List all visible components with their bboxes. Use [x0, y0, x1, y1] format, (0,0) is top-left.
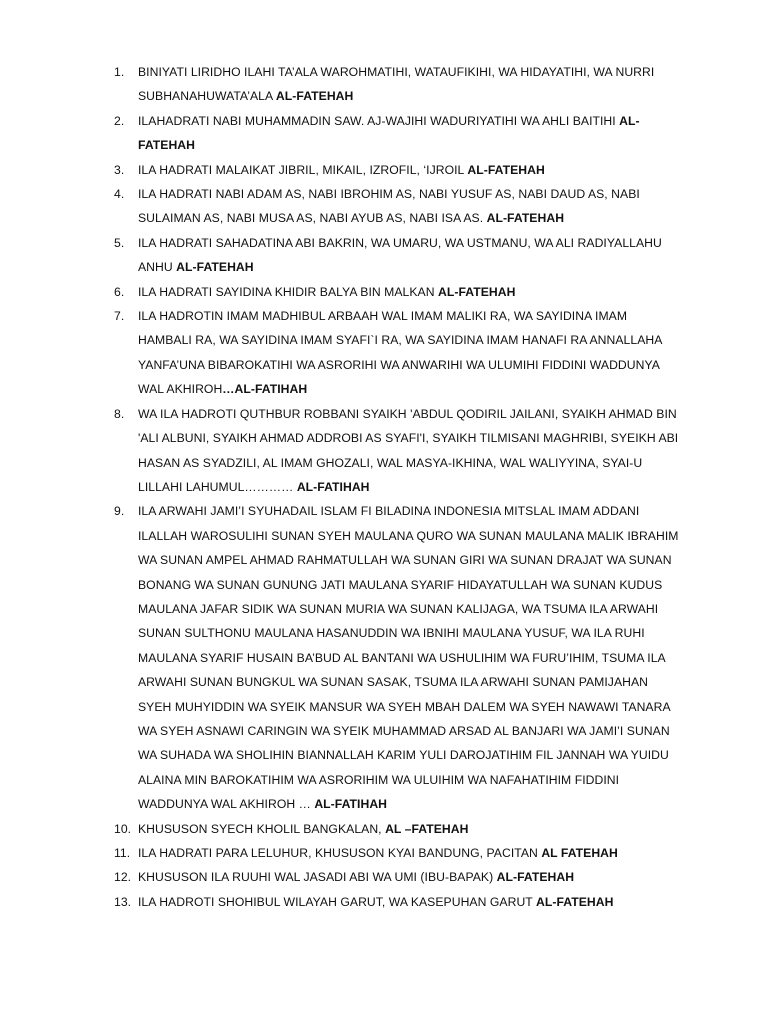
list-item [104, 402, 684, 500]
item-text: KHUSUSON ILA RUUHI WAL JASADI ABI WA UMI (IBU-BAPAK) [138, 870, 494, 885]
item-closing: AL-FATEHAH [467, 162, 545, 177]
list-item [104, 158, 684, 182]
list-item [104, 499, 684, 816]
item-number: 13. [114, 894, 132, 909]
item-closing: AL-FATEHAH [275, 89, 354, 104]
item-text: ILA HADRATI SAHADATINA ABI BAKRIN, WA UMARU, WA USTMANU, WA ALI RADIYALLAHU ANHU [138, 235, 662, 275]
item-text: ILA HADROTI SHOHIBUL WILAYAH GARUT, WA KASEPUHAN GARUT [138, 894, 533, 909]
item-closing: AL-FATEHAH [176, 260, 254, 275]
list-item [104, 890, 684, 914]
item-number: 8. [114, 406, 125, 421]
item-text: ILA HADROTIN IMAM MADHIBUL ARBAAH WAL IMAM MALIKI RA, WA SAYIDINA IMAM HAMBALI RA, WA SAYIDINA IMAM SYAFI`I RA, WA SAYIDINA IMAM HANAFI RA ANNALLAHA YANFA’UNA BIBAROKATIHI WA ASRORIHI WA ANWARIHI WA ULUMIHI FIDDINI WADDUNYA WAL AKHIROH [138, 309, 662, 397]
item-text: KHUSUSON SYECH KHOLIL BANGKALAN, [138, 821, 382, 836]
list-item [104, 841, 684, 865]
item-closing: AL FATEHAH [541, 846, 618, 860]
item-number: 6. [114, 284, 125, 299]
list-item [104, 109, 684, 158]
item-closing: AL –FATEHAH [385, 821, 469, 836]
item-number: 10. [114, 821, 132, 836]
item-text: ILA HADRATI PARA LELUHUR, KHUSUSON KYAI BANDUNG, PACITAN [138, 846, 538, 860]
item-closing: …AL-FATIHAH [222, 382, 308, 397]
item-closing: AL-FATEHAH [438, 284, 516, 299]
item-text: ILA HADRATI SAYIDINA KHIDIR BALYA BIN MALKAN [138, 284, 435, 299]
item-number: 3. [114, 162, 125, 177]
item-number: 7. [114, 309, 125, 324]
item-number: 4. [114, 187, 125, 202]
item-closing: AL-FATIHAH [296, 479, 370, 494]
item-text: BINIYATI LIRIDHO ILAHI TA’ALA WAROHMATIHI, WATAUFIKIHI, WA HIDAYATIHI, WA NURRI SUBHANAHUWATA’ALA [138, 65, 655, 104]
item-text: ILA HADRATI NABI ADAM AS, NABI IBROHIM AS, NABI YUSUF AS, NABI DAUD AS, NABI SULAIMAN AS, NABI MUSA AS, NABI AYUB AS, NABI ISA AS. [138, 187, 640, 226]
prayer-list [104, 60, 684, 914]
item-closing: AL-FATEHAH [496, 870, 575, 885]
list-item [104, 231, 684, 280]
item-number: 12. [114, 870, 132, 885]
item-closing: AL-FATEHAH [486, 211, 565, 226]
item-text: ILAHADRATI NABI MUHAMMADIN SAW. AJ-WAJIHI WADURIYATIHI WA AHLI BAITIHI [138, 113, 616, 128]
item-closing: AL-FATEHAH [138, 113, 640, 153]
item-text: ILA HADRATI MALAIKAT JIBRIL, MIKAIL, IZROFIL, ‘IJROIL [138, 162, 464, 177]
list-item [104, 817, 684, 841]
item-number: 9. [114, 504, 125, 519]
item-text: WA ILA HADROTI QUTHBUR ROBBANI SYAIKH 'ABDUL QODIRIL JAILANI, SYAIKH AHMAD BIN 'ALI ALBUNI, SYAIKH AHMAD ADDROBI AS SYAFI'I, SYAIKH TILMISANI MAGHRIBI, SYEIKH ABI HASAN AS SYADZILI, AL IMAM GHOZALI, WAL MASYA-IKHINA, WAL WALIYYINA, SYAI-U LILLAHI LAHUMUL………… [138, 406, 679, 494]
item-number: 11. [114, 846, 131, 860]
list-item [104, 60, 684, 109]
list-item [104, 865, 684, 889]
list-item [104, 182, 684, 231]
list-item [104, 280, 684, 304]
item-number: 1. [114, 65, 125, 79]
item-number: 5. [114, 235, 125, 250]
list-item [104, 304, 684, 402]
item-closing: AL-FATIHAH [314, 797, 388, 812]
item-number: 2. [114, 113, 125, 128]
item-closing: AL-FATEHAH [536, 894, 614, 909]
item-text: ILA ARWAHI JAMI’I SYUHADAIL ISLAM FI BILADINA INDONESIA MITSLAL IMAM ADDANI ILALLAH WAROSULIHI SUNAN SYEH MAULANA QURO WA SUNAN MAULANA MALIK IBRAHIM WA SUNAN AMPEL AHMAD RAHMATULLAH WA SUNAN GIRI WA SUNAN DRAJAT WA SUNAN BONANG WA SUNAN GUNUNG JATI MAULANA SYARIF HIDAYATULLAH WA SUNAN KUDUS MAULANA JAFAR SIDIK WA SUNAN MURIA WA SUNAN KALIJAGA, WA TSUMA ILA ARWAHI SUNAN SULTHONU MAULANA HASANUDDIN WA IBNIHI MAULANA YUSUF, WA ILA RUHI MAULANA SYARIF HUSAIN BA’BUD AL BANTANI WA USHULIHIM WA FURU’IHIM, TSUMA ILA ARWAHI SUNAN BUNGKUL WA SUNAN SASAK, TSUMA ILA ARWAHI SUNAN PAMIJAHAN SYEH MUHYIDDIN WA SYEIK MANSUR WA SYEH MBAH DALEM WA SYEH NAWAWI TANARA WA SYEH ASNAWI CARINGIN WA SYEIK MUHAMMAD ARSAD AL BANJARI WA JAMI’I SUNAN WA SUHADA WA SHOLIHIN BIANNALLAH KARIM YULI DAROJATIHIM FIL JANNAH WA YUIDU ALAINA MIN BAROKATIHIM WA ASRORIHIM WA ULUIHIM WA NAFAHATIHIM FIDDINI WADDUNYA WAL AKHIROH … [138, 504, 679, 812]
